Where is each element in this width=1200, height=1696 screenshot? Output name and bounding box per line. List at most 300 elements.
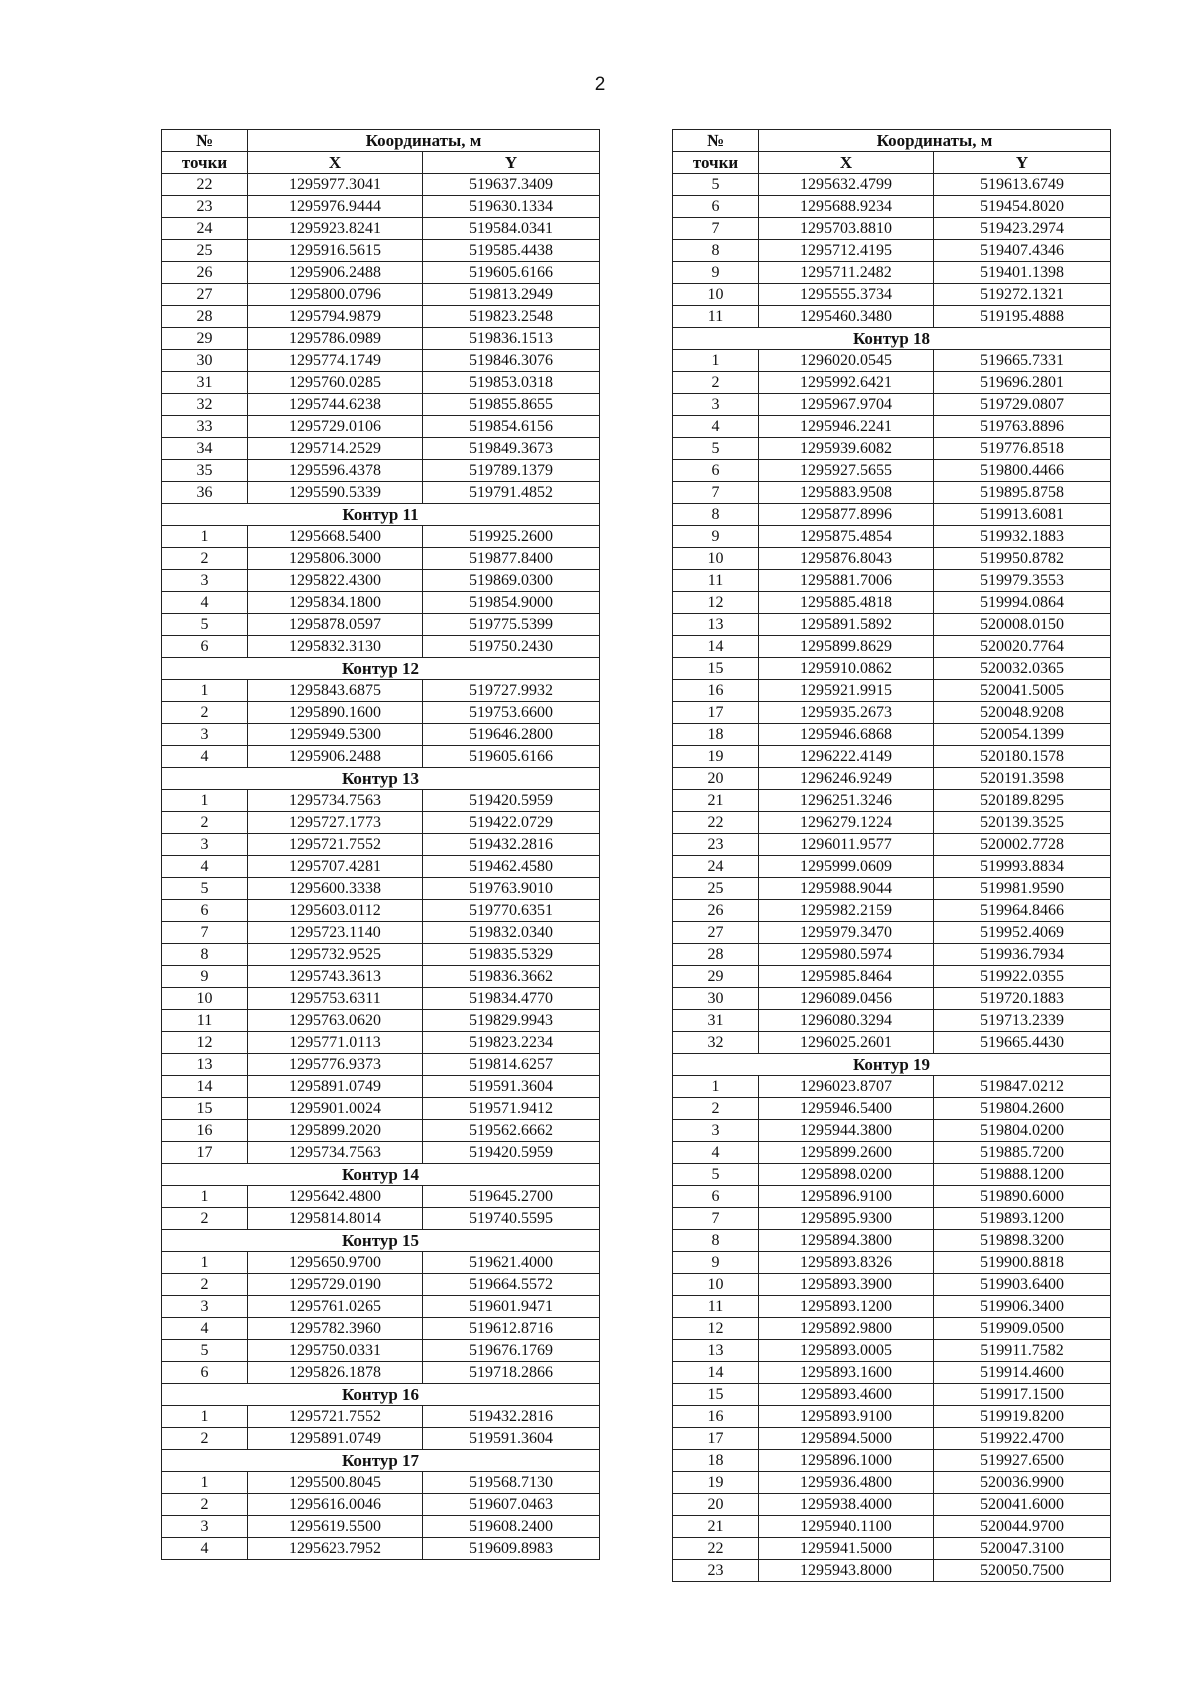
x-coordinate: 1295893.0005 — [759, 1340, 934, 1362]
x-coordinate: 1296222.4149 — [759, 746, 934, 768]
x-coordinate: 1295923.8241 — [248, 218, 423, 240]
x-coordinate: 1295895.9300 — [759, 1208, 934, 1230]
table-row — [673, 834, 1111, 856]
x-coordinate: 1295893.3900 — [759, 1274, 934, 1296]
coordinates-table-left — [161, 129, 600, 1560]
x-coordinate: 1295980.5974 — [759, 944, 934, 966]
table-row — [673, 658, 1111, 680]
table-row — [673, 680, 1111, 702]
x-coordinate: 1295906.2488 — [248, 746, 423, 768]
y-coordinate: 519903.6400 — [934, 1274, 1111, 1296]
x-coordinate: 1295603.0112 — [248, 900, 423, 922]
point-number: 5 — [673, 174, 759, 196]
contour-title: Контур 17 — [162, 1450, 600, 1472]
y-coordinate: 519422.0729 — [423, 812, 600, 834]
y-coordinate: 519919.8200 — [934, 1406, 1111, 1428]
y-column-header: Y — [423, 152, 600, 174]
x-coordinate: 1295893.1200 — [759, 1296, 934, 1318]
y-coordinate: 519800.4466 — [934, 460, 1111, 482]
x-coordinate: 1295936.4800 — [759, 1472, 934, 1494]
table-row — [162, 790, 600, 812]
x-coordinate: 1295892.9800 — [759, 1318, 934, 1340]
x-coordinate: 1295596.4378 — [248, 460, 423, 482]
table-row — [673, 196, 1111, 218]
y-coordinate: 519869.0300 — [423, 570, 600, 592]
table-row — [673, 1274, 1111, 1296]
point-number: 15 — [673, 1384, 759, 1406]
table-row — [673, 372, 1111, 394]
point-number: 4 — [162, 1538, 248, 1560]
point-number: 9 — [162, 966, 248, 988]
x-coordinate: 1295891.5892 — [759, 614, 934, 636]
x-coordinate: 1295943.8000 — [759, 1560, 934, 1582]
y-coordinate: 519979.3553 — [934, 570, 1111, 592]
point-number: 22 — [162, 174, 248, 196]
table-row — [673, 1472, 1111, 1494]
point-number: 27 — [673, 922, 759, 944]
table-row — [673, 768, 1111, 790]
x-coordinate: 1295982.2159 — [759, 900, 934, 922]
point-number: 14 — [162, 1076, 248, 1098]
table-row — [673, 1450, 1111, 1472]
x-coordinate: 1295985.8464 — [759, 966, 934, 988]
y-coordinate: 519609.8983 — [423, 1538, 600, 1560]
x-coordinate: 1295721.7552 — [248, 834, 423, 856]
point-number: 11 — [673, 1296, 759, 1318]
point-number: 7 — [673, 218, 759, 240]
y-coordinate: 519763.9010 — [423, 878, 600, 900]
x-coordinate: 1295814.8014 — [248, 1208, 423, 1230]
x-coordinate: 1295899.8629 — [759, 636, 934, 658]
table-row — [162, 680, 600, 702]
table-row — [673, 482, 1111, 504]
table-row — [162, 1208, 600, 1230]
y-coordinate: 519605.6166 — [423, 262, 600, 284]
x-coordinate: 1295834.1800 — [248, 592, 423, 614]
table-row — [162, 1494, 600, 1516]
y-coordinate: 519854.9000 — [423, 592, 600, 614]
x-coordinate: 1295999.0609 — [759, 856, 934, 878]
x-coordinate: 1295732.9525 — [248, 944, 423, 966]
y-coordinate: 519913.6081 — [934, 504, 1111, 526]
point-number: 3 — [162, 1296, 248, 1318]
table-row — [162, 1318, 600, 1340]
y-coordinate: 519607.0463 — [423, 1494, 600, 1516]
table-row — [673, 438, 1111, 460]
table-row — [162, 988, 600, 1010]
table-row — [162, 570, 600, 592]
page-number: 2 — [594, 74, 606, 95]
x-coordinate: 1295707.4281 — [248, 856, 423, 878]
point-number: 10 — [162, 988, 248, 1010]
table-row — [673, 1560, 1111, 1582]
x-coordinate: 1295744.6238 — [248, 394, 423, 416]
x-coordinate: 1295894.3800 — [759, 1230, 934, 1252]
table-row — [673, 460, 1111, 482]
contour-title: Контур 18 — [673, 328, 1111, 350]
point-number: 30 — [162, 350, 248, 372]
table-row — [162, 900, 600, 922]
point-number: 11 — [673, 306, 759, 328]
point-number: 2 — [162, 1274, 248, 1296]
table-row — [673, 1494, 1111, 1516]
point-number: 2 — [162, 1428, 248, 1450]
y-coordinate: 519591.3604 — [423, 1076, 600, 1098]
y-coordinate: 520054.1399 — [934, 724, 1111, 746]
table-row — [673, 592, 1111, 614]
x-coordinate: 1295843.6875 — [248, 680, 423, 702]
y-coordinate: 519729.0807 — [934, 394, 1111, 416]
y-coordinate: 519890.6000 — [934, 1186, 1111, 1208]
y-coordinate: 519853.0318 — [423, 372, 600, 394]
table-row — [162, 878, 600, 900]
point-number: 27 — [162, 284, 248, 306]
x-coordinate: 1295921.9915 — [759, 680, 934, 702]
x-coordinate: 1295899.2020 — [248, 1120, 423, 1142]
y-coordinate: 519911.7582 — [934, 1340, 1111, 1362]
y-coordinate: 519922.0355 — [934, 966, 1111, 988]
x-coordinate: 1295946.5400 — [759, 1098, 934, 1120]
point-number: 18 — [673, 724, 759, 746]
point-number: 8 — [673, 1230, 759, 1252]
table-row — [673, 306, 1111, 328]
x-coordinate: 1295771.0113 — [248, 1032, 423, 1054]
y-coordinate: 520050.7500 — [934, 1560, 1111, 1582]
contour-title: Контур 16 — [162, 1384, 600, 1406]
table-row — [673, 1032, 1111, 1054]
point-number: 25 — [673, 878, 759, 900]
point-number: 9 — [673, 262, 759, 284]
table-row — [162, 218, 600, 240]
point-number: 6 — [673, 460, 759, 482]
point-number: 10 — [673, 1274, 759, 1296]
contour-heading-row — [673, 1054, 1111, 1076]
table-row — [162, 592, 600, 614]
x-coordinate: 1295893.9100 — [759, 1406, 934, 1428]
table-row — [162, 482, 600, 504]
y-coordinate: 519927.6500 — [934, 1450, 1111, 1472]
y-coordinate: 520048.9208 — [934, 702, 1111, 724]
point-number: 4 — [673, 416, 759, 438]
x-coordinate: 1296011.9577 — [759, 834, 934, 856]
point-number: 23 — [673, 1560, 759, 1582]
table-row — [162, 548, 600, 570]
y-coordinate: 519823.2548 — [423, 306, 600, 328]
table-row — [162, 1142, 600, 1164]
point-number: 33 — [162, 416, 248, 438]
x-coordinate: 1295916.5615 — [248, 240, 423, 262]
x-coordinate: 1295776.9373 — [248, 1054, 423, 1076]
x-coordinate: 1295979.3470 — [759, 922, 934, 944]
x-coordinate: 1295875.4854 — [759, 526, 934, 548]
x-coordinate: 1296080.3294 — [759, 1010, 934, 1032]
y-coordinate: 520008.0150 — [934, 614, 1111, 636]
table-row — [162, 856, 600, 878]
table-row — [673, 878, 1111, 900]
table-row — [673, 394, 1111, 416]
y-coordinate: 519813.2949 — [423, 284, 600, 306]
table-row — [673, 284, 1111, 306]
table-row — [162, 702, 600, 724]
table-row — [673, 570, 1111, 592]
y-coordinate: 519713.2339 — [934, 1010, 1111, 1032]
x-coordinate: 1295763.0620 — [248, 1010, 423, 1032]
point-number: 36 — [162, 482, 248, 504]
table-row — [673, 1538, 1111, 1560]
point-number: 31 — [673, 1010, 759, 1032]
y-coordinate: 519836.1513 — [423, 328, 600, 350]
coordinates-table-right — [672, 129, 1111, 1582]
y-coordinate: 519855.8655 — [423, 394, 600, 416]
y-coordinate: 519272.1321 — [934, 284, 1111, 306]
y-coordinate: 520047.3100 — [934, 1538, 1111, 1560]
point-number: 13 — [673, 1340, 759, 1362]
x-coordinate: 1295876.8043 — [759, 548, 934, 570]
table-row — [162, 1274, 600, 1296]
point-number: 22 — [673, 812, 759, 834]
x-coordinate: 1295949.5300 — [248, 724, 423, 746]
table-row — [162, 1362, 600, 1384]
point-number: 17 — [162, 1142, 248, 1164]
point-number: 5 — [673, 438, 759, 460]
table-row — [673, 900, 1111, 922]
table-row — [673, 636, 1111, 658]
point-number: 3 — [162, 570, 248, 592]
point-number: 1 — [162, 790, 248, 812]
table-row — [162, 1340, 600, 1362]
y-coordinate: 519562.6662 — [423, 1120, 600, 1142]
x-coordinate: 1295927.5655 — [759, 460, 934, 482]
y-coordinate: 519637.3409 — [423, 174, 600, 196]
point-number: 2 — [162, 1494, 248, 1516]
y-coordinate: 519922.4700 — [934, 1428, 1111, 1450]
table-row — [162, 328, 600, 350]
y-coordinate: 519791.4852 — [423, 482, 600, 504]
y-coordinate: 519420.5959 — [423, 1142, 600, 1164]
x-coordinate: 1295944.3800 — [759, 1120, 934, 1142]
x-coordinate: 1295703.8810 — [759, 218, 934, 240]
y-coordinate: 519585.4438 — [423, 240, 600, 262]
point-number: 10 — [673, 548, 759, 570]
table-row — [162, 196, 600, 218]
x-coordinate: 1295893.4600 — [759, 1384, 934, 1406]
table-row — [673, 1362, 1111, 1384]
point-number: 4 — [162, 592, 248, 614]
x-coordinate: 1295906.2488 — [248, 262, 423, 284]
point-number: 5 — [162, 878, 248, 900]
y-coordinate: 520002.7728 — [934, 834, 1111, 856]
y-coordinate: 519994.0864 — [934, 592, 1111, 614]
point-number: 32 — [162, 394, 248, 416]
point-number-subheader: точки — [162, 152, 248, 174]
y-coordinate: 519898.3200 — [934, 1230, 1111, 1252]
table-row — [673, 416, 1111, 438]
x-coordinate: 1295794.9879 — [248, 306, 423, 328]
table-row — [673, 1230, 1111, 1252]
point-number: 20 — [673, 1494, 759, 1516]
table-row — [673, 812, 1111, 834]
y-coordinate: 519836.3662 — [423, 966, 600, 988]
y-coordinate: 519664.5572 — [423, 1274, 600, 1296]
point-number: 30 — [673, 988, 759, 1010]
point-number: 19 — [673, 1472, 759, 1494]
table-row — [162, 636, 600, 658]
x-coordinate: 1295890.1600 — [248, 702, 423, 724]
table-row — [673, 1164, 1111, 1186]
table-row — [162, 1010, 600, 1032]
x-coordinate: 1295946.2241 — [759, 416, 934, 438]
x-coordinate: 1295967.9704 — [759, 394, 934, 416]
y-coordinate: 519195.4888 — [934, 306, 1111, 328]
x-coordinate: 1295642.4800 — [248, 1186, 423, 1208]
x-coordinate: 1295774.1749 — [248, 350, 423, 372]
x-column-header: X — [759, 152, 934, 174]
x-coordinate: 1295939.6082 — [759, 438, 934, 460]
point-number: 26 — [162, 262, 248, 284]
y-coordinate: 520044.9700 — [934, 1516, 1111, 1538]
x-coordinate: 1295600.3338 — [248, 878, 423, 900]
y-coordinate: 519775.5399 — [423, 614, 600, 636]
point-number: 21 — [673, 790, 759, 812]
y-coordinate: 519900.8818 — [934, 1252, 1111, 1274]
table-row — [673, 504, 1111, 526]
contour-title: Контур 19 — [673, 1054, 1111, 1076]
x-coordinate: 1295881.7006 — [759, 570, 934, 592]
x-coordinate: 1295988.9044 — [759, 878, 934, 900]
contour-title: Контур 13 — [162, 768, 600, 790]
table-row — [673, 1406, 1111, 1428]
y-coordinate: 519740.5595 — [423, 1208, 600, 1230]
y-coordinate: 519925.2600 — [423, 526, 600, 548]
x-coordinate: 1295826.1878 — [248, 1362, 423, 1384]
point-number: 11 — [673, 570, 759, 592]
contour-heading-row — [162, 1230, 600, 1252]
point-number: 3 — [162, 834, 248, 856]
table-row — [162, 812, 600, 834]
contour-title: Контур 14 — [162, 1164, 600, 1186]
x-coordinate: 1295899.2600 — [759, 1142, 934, 1164]
x-coordinate: 1295500.8045 — [248, 1472, 423, 1494]
point-number: 17 — [673, 1428, 759, 1450]
point-number: 12 — [673, 1318, 759, 1340]
x-coordinate: 1295893.1600 — [759, 1362, 934, 1384]
table-body — [162, 174, 600, 1560]
point-number: 29 — [673, 966, 759, 988]
x-coordinate: 1296251.3246 — [759, 790, 934, 812]
y-coordinate: 519770.6351 — [423, 900, 600, 922]
table-row — [673, 1076, 1111, 1098]
table-row — [673, 350, 1111, 372]
table-row — [673, 548, 1111, 570]
point-number: 16 — [673, 680, 759, 702]
table-row — [673, 262, 1111, 284]
table-row — [162, 262, 600, 284]
y-coordinate: 519401.1398 — [934, 262, 1111, 284]
y-coordinate: 520036.9900 — [934, 1472, 1111, 1494]
table-row — [673, 702, 1111, 724]
table-row — [162, 1120, 600, 1142]
point-number-header: № — [673, 130, 759, 152]
y-coordinate: 519909.0500 — [934, 1318, 1111, 1340]
point-number: 24 — [673, 856, 759, 878]
x-coordinate: 1295832.3130 — [248, 636, 423, 658]
x-coordinate: 1295894.5000 — [759, 1428, 934, 1450]
y-coordinate: 519462.4580 — [423, 856, 600, 878]
table-row — [162, 1428, 600, 1450]
x-coordinate: 1296246.9249 — [759, 768, 934, 790]
point-number: 29 — [162, 328, 248, 350]
point-number: 23 — [673, 834, 759, 856]
y-coordinate: 519917.1500 — [934, 1384, 1111, 1406]
y-coordinate: 519964.8466 — [934, 900, 1111, 922]
x-coordinate: 1295712.4195 — [759, 240, 934, 262]
y-coordinate: 519829.9943 — [423, 1010, 600, 1032]
table-row — [673, 1384, 1111, 1406]
y-coordinate: 519936.7934 — [934, 944, 1111, 966]
point-number: 18 — [673, 1450, 759, 1472]
point-number: 1 — [162, 1406, 248, 1428]
table-row — [162, 614, 600, 636]
point-number: 19 — [673, 746, 759, 768]
x-coordinate: 1296025.2601 — [759, 1032, 934, 1054]
table-row — [162, 922, 600, 944]
x-coordinate: 1295723.1140 — [248, 922, 423, 944]
table-row — [673, 1516, 1111, 1538]
y-coordinate: 519763.8896 — [934, 416, 1111, 438]
y-coordinate: 519432.2816 — [423, 834, 600, 856]
y-coordinate: 519847.0212 — [934, 1076, 1111, 1098]
table-row — [162, 1296, 600, 1318]
x-coordinate: 1295761.0265 — [248, 1296, 423, 1318]
table-row — [673, 746, 1111, 768]
contour-title: Контур 15 — [162, 1230, 600, 1252]
y-coordinate: 519621.4000 — [423, 1252, 600, 1274]
y-coordinate: 519846.3076 — [423, 350, 600, 372]
point-number: 28 — [673, 944, 759, 966]
point-number: 1 — [673, 1076, 759, 1098]
point-number: 3 — [673, 394, 759, 416]
point-number: 14 — [673, 636, 759, 658]
point-number: 32 — [673, 1032, 759, 1054]
x-coordinate: 1295688.9234 — [759, 196, 934, 218]
y-coordinate: 520020.7764 — [934, 636, 1111, 658]
x-coordinate: 1295976.9444 — [248, 196, 423, 218]
y-coordinate: 519612.8716 — [423, 1318, 600, 1340]
x-coordinate: 1295885.4818 — [759, 592, 934, 614]
x-coordinate: 1295632.4799 — [759, 174, 934, 196]
table-row — [673, 1010, 1111, 1032]
y-coordinate: 519584.0341 — [423, 218, 600, 240]
point-number: 6 — [673, 1186, 759, 1208]
y-coordinate: 519789.1379 — [423, 460, 600, 482]
point-number: 4 — [162, 746, 248, 768]
point-number: 10 — [673, 284, 759, 306]
x-coordinate: 1295734.7563 — [248, 1142, 423, 1164]
y-coordinate: 519665.4430 — [934, 1032, 1111, 1054]
point-number: 1 — [162, 1472, 248, 1494]
table-row — [673, 1340, 1111, 1362]
x-coordinate: 1295782.3960 — [248, 1318, 423, 1340]
x-coordinate: 1295896.1000 — [759, 1450, 934, 1472]
point-number: 12 — [673, 592, 759, 614]
y-coordinate: 519993.8834 — [934, 856, 1111, 878]
table-row — [162, 416, 600, 438]
point-number: 1 — [162, 680, 248, 702]
y-coordinate: 519720.1883 — [934, 988, 1111, 1010]
y-coordinate: 519885.7200 — [934, 1142, 1111, 1164]
point-number: 8 — [673, 240, 759, 262]
x-coordinate: 1295460.3480 — [759, 306, 934, 328]
